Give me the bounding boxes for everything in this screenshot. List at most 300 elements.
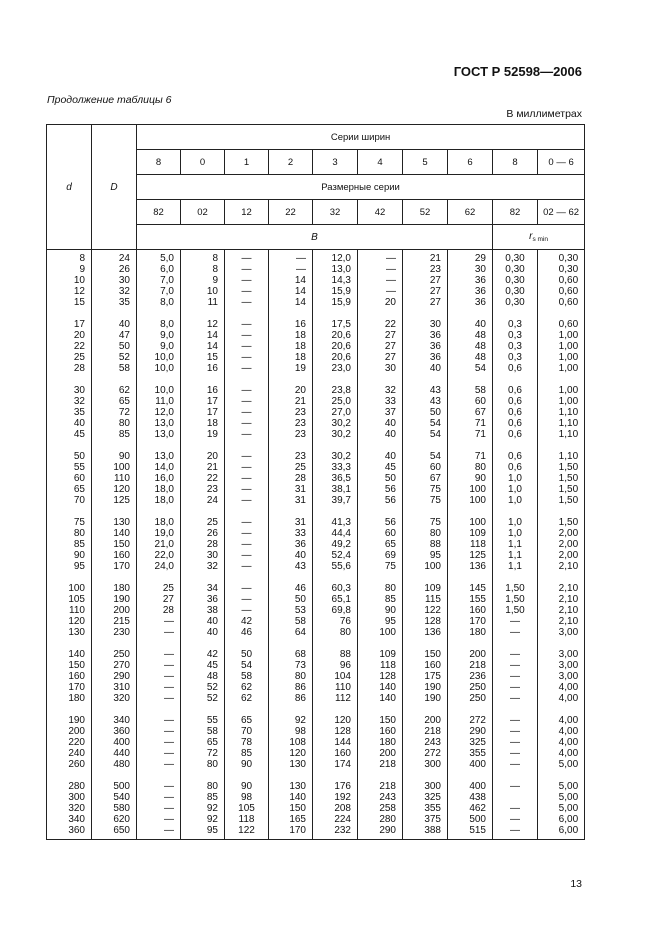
table-cell: 128 bbox=[358, 671, 403, 682]
spacer-cell bbox=[92, 506, 137, 517]
table-cell: 7,0 bbox=[137, 275, 181, 286]
table-cell: 62 bbox=[92, 385, 137, 396]
table-cell: — bbox=[137, 737, 181, 748]
table-cell: 45 bbox=[47, 429, 92, 440]
table-cell: 43 bbox=[403, 385, 448, 396]
spacer-cell bbox=[403, 770, 448, 781]
table-cell: 240 bbox=[47, 748, 92, 759]
dim-series-cell-3: 22 bbox=[269, 200, 313, 225]
table-cell: — bbox=[225, 561, 269, 572]
spacer-cell bbox=[448, 638, 493, 649]
table-cell: 80 bbox=[47, 528, 92, 539]
table-cell: 1,50 bbox=[493, 605, 538, 616]
table-row bbox=[47, 671, 585, 682]
table-cell: 100 bbox=[47, 583, 92, 594]
table-row bbox=[47, 385, 585, 396]
table-cell: 128 bbox=[403, 616, 448, 627]
table-cell: — bbox=[225, 396, 269, 407]
table-row bbox=[47, 352, 585, 363]
table-cell: 1,10 bbox=[538, 429, 585, 440]
spacer-cell bbox=[403, 572, 448, 583]
table-cell: 85 bbox=[358, 594, 403, 605]
table-cell: 250 bbox=[448, 693, 493, 704]
table-cell: 105 bbox=[47, 594, 92, 605]
table-cell: 5,00 bbox=[538, 803, 585, 814]
width-series-cell-3: 2 bbox=[269, 150, 313, 175]
table-cell: 218 bbox=[358, 781, 403, 792]
table-cell: — bbox=[269, 250, 313, 265]
table-cell: 65 bbox=[181, 737, 225, 748]
table-cell: 190 bbox=[403, 693, 448, 704]
table-cell: 160 bbox=[358, 726, 403, 737]
table-cell: 150 bbox=[47, 660, 92, 671]
table-cell: 160 bbox=[313, 748, 358, 759]
table-cell: 49,2 bbox=[313, 539, 358, 550]
table-cell: 46 bbox=[269, 583, 313, 594]
spacer-cell bbox=[225, 704, 269, 715]
table-cell: 40 bbox=[448, 319, 493, 330]
table-row bbox=[47, 250, 585, 265]
table-cell: 0,60 bbox=[538, 297, 585, 308]
table-cell: 25,0 bbox=[313, 396, 358, 407]
dim-series-cell-9: 02 — 62 bbox=[538, 200, 585, 225]
table-cell: 16 bbox=[269, 319, 313, 330]
table-cell: 290 bbox=[448, 726, 493, 737]
table-cell: 80 bbox=[448, 462, 493, 473]
table-cell: 5,00 bbox=[538, 759, 585, 770]
table-cell: — bbox=[493, 660, 538, 671]
table-cell: — bbox=[269, 264, 313, 275]
table-cell: 31 bbox=[269, 495, 313, 506]
table-row bbox=[47, 737, 585, 748]
table-cell: 45 bbox=[358, 462, 403, 473]
table-cell: 155 bbox=[448, 594, 493, 605]
table-cell: 180 bbox=[92, 583, 137, 594]
table-cell: 80 bbox=[403, 528, 448, 539]
table-cell: 60 bbox=[47, 473, 92, 484]
table-cell: 14 bbox=[181, 330, 225, 341]
table-cell: — bbox=[225, 418, 269, 429]
table-cell: 22 bbox=[47, 341, 92, 352]
spacer-cell bbox=[493, 638, 538, 649]
table-cell: 300 bbox=[47, 792, 92, 803]
dim-series-cell-8: 82 bbox=[493, 200, 538, 225]
table-cell: 75 bbox=[358, 561, 403, 572]
table-cell: 17 bbox=[181, 396, 225, 407]
table-cell: 180 bbox=[47, 693, 92, 704]
group-spacer bbox=[47, 704, 585, 715]
width-series-cell-9: 0 — 6 bbox=[538, 150, 585, 175]
table-cell: 200 bbox=[358, 748, 403, 759]
table-cell: 360 bbox=[47, 825, 92, 840]
table-cell: 71 bbox=[448, 451, 493, 462]
table-row bbox=[47, 275, 585, 286]
table-cell: — bbox=[137, 814, 181, 825]
table-cell: 14 bbox=[269, 275, 313, 286]
table-cell: 170 bbox=[47, 682, 92, 693]
table-cell: 64 bbox=[269, 627, 313, 638]
table-cell: 515 bbox=[448, 825, 493, 840]
table-cell: 20,6 bbox=[313, 330, 358, 341]
table-cell: 80 bbox=[313, 627, 358, 638]
table-cell: 1,0 bbox=[493, 484, 538, 495]
table-cell: 50 bbox=[92, 341, 137, 352]
table-cell: 73 bbox=[269, 660, 313, 671]
table-row bbox=[47, 726, 585, 737]
table-cell: 100 bbox=[403, 561, 448, 572]
spacer-cell bbox=[493, 440, 538, 451]
spacer-cell bbox=[358, 638, 403, 649]
table-cell: — bbox=[493, 616, 538, 627]
table-cell: 160 bbox=[448, 605, 493, 616]
table-cell: — bbox=[225, 363, 269, 374]
table-cell: — bbox=[493, 715, 538, 726]
table-cell: 320 bbox=[92, 693, 137, 704]
spacer-cell bbox=[358, 704, 403, 715]
table-cell: — bbox=[137, 616, 181, 627]
table-cell: 15 bbox=[47, 297, 92, 308]
spacer-cell bbox=[225, 638, 269, 649]
spacer-cell bbox=[181, 374, 225, 385]
table-cell: 1,0 bbox=[493, 495, 538, 506]
table-row bbox=[47, 616, 585, 627]
table-cell: 118 bbox=[448, 539, 493, 550]
table-cell: — bbox=[358, 250, 403, 265]
table-cell: 272 bbox=[448, 715, 493, 726]
table-cell: 23,8 bbox=[313, 385, 358, 396]
spacer-cell bbox=[448, 374, 493, 385]
table-cell: 8 bbox=[47, 250, 92, 265]
table-cell: — bbox=[225, 583, 269, 594]
dim-series-cell-1: 02 bbox=[181, 200, 225, 225]
table-row bbox=[47, 341, 585, 352]
table-cell: 150 bbox=[92, 539, 137, 550]
table-cell: 33 bbox=[269, 528, 313, 539]
table-cell: 14,0 bbox=[137, 462, 181, 473]
table-cell: 2,10 bbox=[538, 583, 585, 594]
table-cell: 3,00 bbox=[538, 649, 585, 660]
table-cell: 90 bbox=[47, 550, 92, 561]
table-cell: — bbox=[225, 250, 269, 265]
table-cell: 400 bbox=[448, 781, 493, 792]
table-cell: 200 bbox=[92, 605, 137, 616]
table-cell: 1,0 bbox=[493, 517, 538, 528]
table-cell: 4,00 bbox=[538, 682, 585, 693]
table-body bbox=[47, 250, 585, 840]
table-cell: — bbox=[493, 781, 538, 792]
spacer-cell bbox=[225, 572, 269, 583]
table-cell: 58 bbox=[269, 616, 313, 627]
table-cell: 580 bbox=[92, 803, 137, 814]
spacer-cell bbox=[538, 770, 585, 781]
table-cell: 52 bbox=[92, 352, 137, 363]
table-cell: 96 bbox=[313, 660, 358, 671]
table-cell: — bbox=[225, 330, 269, 341]
table-cell: — bbox=[493, 693, 538, 704]
table-cell: — bbox=[493, 671, 538, 682]
table-cell: 0,3 bbox=[493, 341, 538, 352]
table-cell: — bbox=[225, 473, 269, 484]
table-cell: 16 bbox=[181, 363, 225, 374]
table-cell: — bbox=[225, 550, 269, 561]
table-cell: 1,0 bbox=[493, 528, 538, 539]
spacer-cell bbox=[181, 704, 225, 715]
table-cell: 27 bbox=[403, 297, 448, 308]
spacer-cell bbox=[137, 770, 181, 781]
table-cell: 140 bbox=[358, 693, 403, 704]
table-cell: 55 bbox=[181, 715, 225, 726]
table-cell: 75 bbox=[403, 495, 448, 506]
spacer-cell bbox=[403, 374, 448, 385]
table-cell: 32 bbox=[358, 385, 403, 396]
table-row bbox=[47, 561, 585, 572]
table-cell: 8 bbox=[181, 250, 225, 265]
spacer-cell bbox=[538, 638, 585, 649]
table-cell: 243 bbox=[358, 792, 403, 803]
table-cell: 10 bbox=[47, 275, 92, 286]
spacer-cell bbox=[538, 704, 585, 715]
table-cell: 1,00 bbox=[538, 363, 585, 374]
table-cell: 104 bbox=[313, 671, 358, 682]
table-cell: 388 bbox=[403, 825, 448, 840]
table-cell: 140 bbox=[269, 792, 313, 803]
table-cell: 90 bbox=[225, 759, 269, 770]
table-row bbox=[47, 715, 585, 726]
width-series-cell-8: 8 bbox=[493, 150, 538, 175]
table-cell: 12 bbox=[47, 286, 92, 297]
table-cell: 8,0 bbox=[137, 297, 181, 308]
table-cell: 7,0 bbox=[137, 286, 181, 297]
table-cell: 122 bbox=[225, 825, 269, 840]
table-cell: 1,50 bbox=[538, 495, 585, 506]
table-cell: — bbox=[225, 407, 269, 418]
table-cell: 620 bbox=[92, 814, 137, 825]
table-cell: 50 bbox=[47, 451, 92, 462]
table-cell: 54 bbox=[403, 418, 448, 429]
table-cell: 9 bbox=[181, 275, 225, 286]
table-cell: 160 bbox=[92, 550, 137, 561]
table-cell: 11 bbox=[181, 297, 225, 308]
table-cell: 22 bbox=[358, 319, 403, 330]
spacer-cell bbox=[47, 506, 92, 517]
table-cell: 325 bbox=[448, 737, 493, 748]
table-cell: 40 bbox=[181, 616, 225, 627]
table-cell: 58 bbox=[225, 671, 269, 682]
table-cell: 72 bbox=[92, 407, 137, 418]
table-cell: 54 bbox=[403, 451, 448, 462]
table-cell: 31 bbox=[269, 517, 313, 528]
spacer-cell bbox=[403, 506, 448, 517]
table-cell: 290 bbox=[358, 825, 403, 840]
table-cell: 23 bbox=[269, 418, 313, 429]
table-cell: — bbox=[225, 484, 269, 495]
table-cell: 21 bbox=[403, 250, 448, 265]
table-cell: 80 bbox=[181, 759, 225, 770]
table-cell: 2,10 bbox=[538, 605, 585, 616]
spacer-cell bbox=[92, 572, 137, 583]
table-cell: 144 bbox=[313, 737, 358, 748]
spacer-cell bbox=[137, 440, 181, 451]
table-row bbox=[47, 825, 585, 840]
table-cell: 120 bbox=[47, 616, 92, 627]
table-cell: 56 bbox=[358, 517, 403, 528]
table-cell: 4,00 bbox=[538, 715, 585, 726]
table-cell: 36 bbox=[181, 594, 225, 605]
table-cell: 86 bbox=[269, 682, 313, 693]
table-cell: 30 bbox=[47, 385, 92, 396]
table-cell: 218 bbox=[358, 759, 403, 770]
table-cell: 200 bbox=[448, 649, 493, 660]
table-cell: 300 bbox=[403, 781, 448, 792]
table-cell: — bbox=[493, 737, 538, 748]
table-cell: 40 bbox=[47, 418, 92, 429]
table-cell: 27,0 bbox=[313, 407, 358, 418]
table-cell: 18 bbox=[269, 352, 313, 363]
table-cell: 145 bbox=[448, 583, 493, 594]
table-cell: — bbox=[137, 627, 181, 638]
table-cell: 150 bbox=[403, 649, 448, 660]
spacer-cell bbox=[269, 506, 313, 517]
table-cell: 92 bbox=[269, 715, 313, 726]
table-cell: 110 bbox=[47, 605, 92, 616]
table-cell: 30 bbox=[92, 275, 137, 286]
table-cell: 190 bbox=[47, 715, 92, 726]
spacer-cell bbox=[269, 770, 313, 781]
spacer-cell bbox=[493, 704, 538, 715]
table-cell: 60 bbox=[358, 528, 403, 539]
table-cell: 500 bbox=[448, 814, 493, 825]
table-cell: — bbox=[493, 726, 538, 737]
table-cell: 0,3 bbox=[493, 319, 538, 330]
table-cell: 0,30 bbox=[493, 250, 538, 265]
table-cell: — bbox=[137, 671, 181, 682]
table-cell: 110 bbox=[92, 473, 137, 484]
table-cell: 120 bbox=[269, 748, 313, 759]
dim-series-cell-4: 32 bbox=[313, 200, 358, 225]
table-cell: 0,6 bbox=[493, 396, 538, 407]
table-cell: 95 bbox=[47, 561, 92, 572]
table-cell: 9 bbox=[47, 264, 92, 275]
table-cell: 36 bbox=[448, 286, 493, 297]
table-cell: 54 bbox=[403, 429, 448, 440]
table-cell: — bbox=[225, 451, 269, 462]
spacer-cell bbox=[181, 638, 225, 649]
table-cell: 33,3 bbox=[313, 462, 358, 473]
table-cell: — bbox=[225, 517, 269, 528]
table-cell: 30,2 bbox=[313, 429, 358, 440]
table-cell: — bbox=[137, 825, 181, 840]
table-cell: 160 bbox=[47, 671, 92, 682]
table-cell: 10,0 bbox=[137, 352, 181, 363]
width-series-cell-2: 1 bbox=[225, 150, 269, 175]
table-cell: 160 bbox=[403, 660, 448, 671]
spacer-cell bbox=[493, 308, 538, 319]
spacer-cell bbox=[181, 572, 225, 583]
table-cell: — bbox=[225, 319, 269, 330]
table-cell: 440 bbox=[92, 748, 137, 759]
table-cell: 200 bbox=[47, 726, 92, 737]
r-subscript: s min bbox=[532, 236, 548, 243]
spacer-cell bbox=[493, 506, 538, 517]
table-cell: 100 bbox=[92, 462, 137, 473]
table-cell: — bbox=[225, 528, 269, 539]
table-cell: 65 bbox=[92, 396, 137, 407]
width-series-cell-4: 3 bbox=[313, 150, 358, 175]
table-cell: 0,6 bbox=[493, 407, 538, 418]
table-cell: 18 bbox=[181, 418, 225, 429]
table-cell: 69 bbox=[358, 550, 403, 561]
table-cell: 90 bbox=[358, 605, 403, 616]
table-cell: — bbox=[137, 759, 181, 770]
spacer-cell bbox=[403, 638, 448, 649]
table-cell: 56 bbox=[358, 484, 403, 495]
table-cell: 2,10 bbox=[538, 616, 585, 627]
table-cell: 165 bbox=[269, 814, 313, 825]
table-cell: 1,00 bbox=[538, 341, 585, 352]
table-cell: 224 bbox=[313, 814, 358, 825]
table-cell: 260 bbox=[47, 759, 92, 770]
table-cell: — bbox=[225, 539, 269, 550]
spacer-cell bbox=[47, 638, 92, 649]
table-row bbox=[47, 594, 585, 605]
table-cell: 150 bbox=[358, 715, 403, 726]
table-cell: 27 bbox=[358, 330, 403, 341]
table-row bbox=[47, 539, 585, 550]
table-cell: 28 bbox=[47, 363, 92, 374]
table-continuation-caption: Продолжение таблицы 6 bbox=[47, 94, 172, 106]
spacer-cell bbox=[538, 308, 585, 319]
table-cell: 14,3 bbox=[313, 275, 358, 286]
table-cell: 52,4 bbox=[313, 550, 358, 561]
table-cell: 190 bbox=[403, 682, 448, 693]
table-cell: 2,00 bbox=[538, 550, 585, 561]
units-note: В миллиметрах bbox=[506, 108, 582, 120]
table-cell: 280 bbox=[47, 781, 92, 792]
spacer-cell bbox=[225, 308, 269, 319]
table-cell: 0,30 bbox=[493, 286, 538, 297]
table-cell: 54 bbox=[225, 660, 269, 671]
spacer-cell bbox=[448, 308, 493, 319]
table-cell: 48 bbox=[181, 671, 225, 682]
table-cell: 120 bbox=[313, 715, 358, 726]
table-row bbox=[47, 759, 585, 770]
table-cell: 0,60 bbox=[538, 275, 585, 286]
table-cell: 12,0 bbox=[313, 250, 358, 265]
table-cell: 0,6 bbox=[493, 451, 538, 462]
standard-number: ГОСТ Р 52598—2006 bbox=[453, 64, 582, 79]
bearing-dimensions-table bbox=[46, 124, 585, 840]
table-cell: 22,0 bbox=[137, 550, 181, 561]
table-cell: 37 bbox=[358, 407, 403, 418]
table-cell: 75 bbox=[403, 517, 448, 528]
table-cell: 50 bbox=[269, 594, 313, 605]
table-cell: 17,5 bbox=[313, 319, 358, 330]
table-cell: 34 bbox=[181, 583, 225, 594]
spacer-cell bbox=[225, 374, 269, 385]
spacer-cell bbox=[448, 440, 493, 451]
table-cell: 190 bbox=[92, 594, 137, 605]
table-row bbox=[47, 484, 585, 495]
table-cell: 18 bbox=[269, 341, 313, 352]
table-cell: 174 bbox=[313, 759, 358, 770]
table-row bbox=[47, 803, 585, 814]
spacer-cell bbox=[92, 770, 137, 781]
table-cell: 24,0 bbox=[137, 561, 181, 572]
spacer-cell bbox=[225, 506, 269, 517]
table-cell: 375 bbox=[403, 814, 448, 825]
table-cell: 38,1 bbox=[313, 484, 358, 495]
table-cell: 27 bbox=[403, 275, 448, 286]
